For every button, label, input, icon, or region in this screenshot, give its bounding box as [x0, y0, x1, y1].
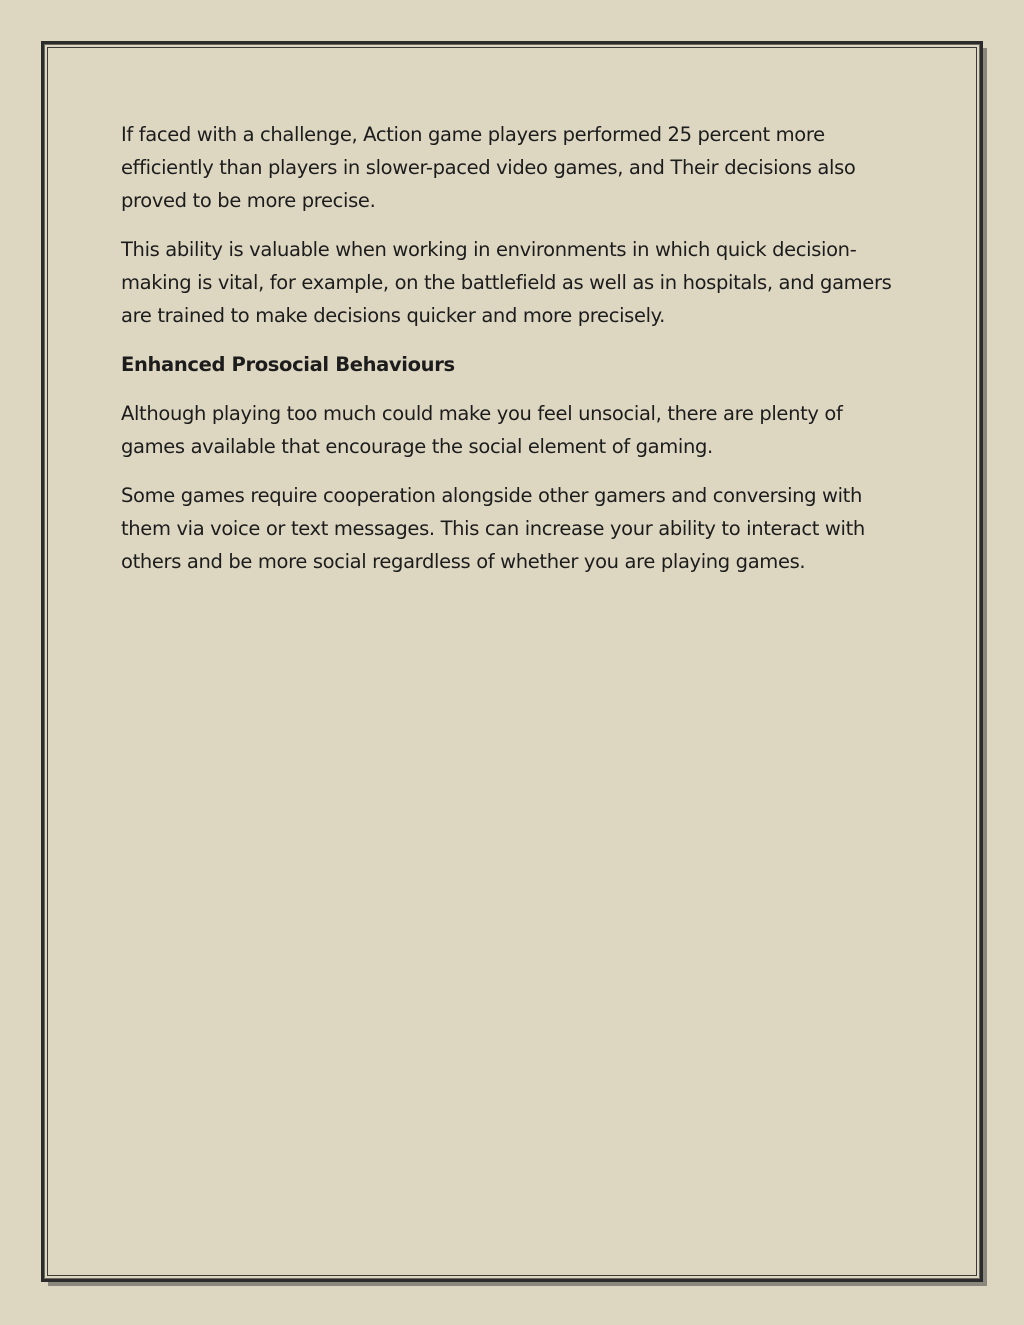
section-heading: Enhanced Prosocial Behaviours [121, 353, 455, 376]
paragraph-decision-making: This ability is valuable when working in environments in which quick decision-making is vital, for example, on the battlefield as well as in hospitals, and gamers are trained to make decisions quicker and more precisely. [121, 238, 892, 327]
paragraph-social-gaming: Although playing too much could make you feel unsocial, there are plenty of games available that encourage the social element of gaming. [121, 402, 843, 458]
document-body [121, 118, 901, 594]
paragraph-action-games: If faced with a challenge, Action game players performed 25 percent more efficiently than players in slower-paced video games, and Their decisions also proved to be more precise. [121, 123, 856, 212]
paragraph-cooperation: Some games require cooperation alongside other gamers and conversing with them via voice or text messages. This can increase your ability to interact with others and be more social regardless of whether you are playing games. [121, 484, 865, 573]
